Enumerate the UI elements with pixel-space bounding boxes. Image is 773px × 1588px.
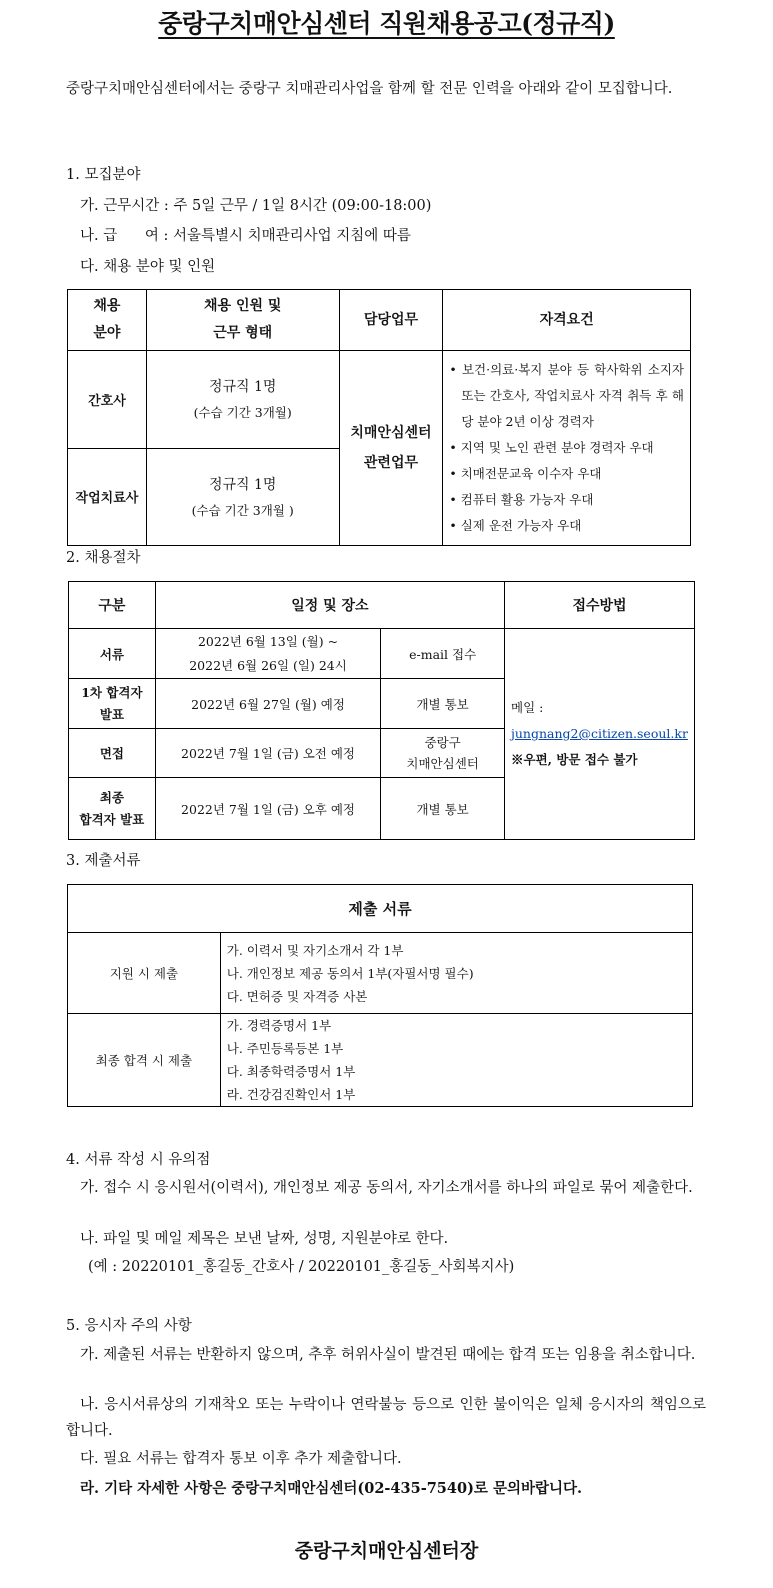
header-duty: 담당업무: [339, 290, 443, 351]
when-final: 최종 합격 시 제출: [68, 1014, 221, 1107]
docs-apply: [220, 933, 692, 1014]
header-schedule: 일정 및 장소: [155, 582, 504, 629]
docs-final: [220, 1014, 692, 1107]
header-method: 접수방법: [505, 582, 695, 629]
section-5-heading: 5. 응시자 주의 사항: [66, 1318, 192, 1334]
section-1-heading: 1. 모집분야: [66, 167, 141, 183]
qualification-item: • 보건·의료·복지 분야 등 학사학위 소지자 또는 간호사, 작업치료사 자격 취득 후 해당 분야 2년 이상 경력자: [449, 362, 684, 429]
doc-item: 가. 경력증명서 1부: [226, 1018, 332, 1033]
mail-note: ※우편, 방문 접수 불가: [511, 752, 638, 767]
page-title: 중랑구치매안심센터 직원채용공고(정규직): [158, 9, 615, 38]
qualification-item: • 지역 및 노인 관련 분야 경력자 우대: [449, 440, 654, 455]
procedure-table: [68, 581, 695, 840]
note-4b: 나. 파일 및 메일 제목은 보낸 날짜, 성명, 지원분야로 한다.: [80, 1231, 449, 1247]
step-first-result: 1차 합격자 발표: [69, 679, 156, 729]
qualification-item: • 실제 운전 가능자 우대: [449, 518, 582, 533]
place-first-result: 개별 통보: [381, 679, 505, 729]
doc-item: 가. 이력서 및 자기소개서 각 1부: [226, 942, 404, 958]
section-2-heading: 2. 채용절차: [66, 550, 141, 566]
place-documents: e-mail 접수: [381, 629, 505, 679]
field-nurse: 간호사: [68, 351, 147, 449]
header-field: 채용 분야: [68, 290, 147, 351]
qualification-item: • 컴퓨터 활용 가능자 우대: [449, 492, 594, 507]
note-4-example: (예 : 20220101_홍길동_간호사 / 20220101_홍길동_사회복지사): [88, 1259, 515, 1275]
step-documents: 서류: [69, 629, 156, 679]
header-step: 구분: [69, 582, 156, 629]
doc-item: 나. 주민등록등본 1부: [226, 1041, 344, 1056]
date-interview: 2022년 7월 1일 (금) 오전 예정: [155, 729, 380, 778]
doc-item: 라. 건강검진확인서 1부: [226, 1087, 356, 1102]
section-4-heading: 4. 서류 작성 시 유의점: [66, 1152, 211, 1168]
mail-link[interactable]: jungnang2@citizen.seoul.kr: [511, 726, 688, 741]
count-ot: 정규직 1명 (수습 기간 3개월 ): [146, 448, 339, 546]
method-cell: [505, 629, 695, 840]
place-final-result: 개별 통보: [381, 778, 505, 840]
note-5d: 라. 기타 자세한 사항은 중랑구치매안심센터(02-435-7540)로 문의바랍니다.: [80, 1480, 583, 1497]
work-hours-line: 가. 근무시간 : 주 5일 근무 / 1일 8시간 (09:00-18:00): [80, 198, 432, 214]
doc-item: 나. 개인정보 제공 동의서 1부(자필서명 필수): [226, 965, 474, 981]
mail-label: 메일 :: [511, 700, 544, 715]
duty-cell: 치매안심센터 관련업무: [339, 351, 443, 546]
note-5a: 가. 제출된 서류는 반환하지 않으며, 추후 허위사실이 발견된 때에는 합격 또는 임용을 취소합니다.: [80, 1347, 696, 1363]
documents-table: [67, 884, 693, 1107]
section-3-heading: 3. 제출서류: [66, 853, 141, 869]
field-ot: 작업치료사: [68, 448, 147, 546]
header-count: 채용 인원 및 근무 형태: [146, 290, 339, 351]
note-4a: 가. 접수 시 응시원서(이력서), 개인정보 제공 동의서, 자기소개서를 하나의 파일로 묶어 제출한다.: [80, 1180, 693, 1196]
footer-signature: 중랑구치매안심센터장: [294, 1540, 479, 1562]
count-nurse: 정규직 1명 (수습 기간 3개월): [146, 351, 339, 449]
salary-line: 나. 급 여 : 서울특별시 치매관리사업 지침에 따름: [80, 228, 411, 244]
step-interview: 면접: [69, 729, 156, 778]
doc-item: 다. 최종학력증명서 1부: [226, 1064, 356, 1079]
header-qualification: 자격요건: [443, 290, 691, 351]
step-final-result: 최종 합격자 발표: [69, 778, 156, 840]
note-5c: 다. 필요 서류는 합격자 통보 이후 추가 제출합니다.: [80, 1451, 402, 1467]
positions-line: 다. 채용 분야 및 인원: [80, 259, 216, 275]
place-interview: 중랑구 치매안심센터: [381, 729, 505, 778]
date-first-result: 2022년 6월 27일 (월) 예정: [155, 679, 380, 729]
doc-item: 다. 면허증 및 자격증 사본: [226, 988, 368, 1004]
recruitment-table: [67, 289, 691, 546]
qualification-cell: [443, 351, 691, 546]
date-documents: 2022년 6월 13일 (월) ~ 2022년 6월 26일 (일) 24시: [155, 629, 380, 679]
header-documents: 제출 서류: [68, 885, 693, 933]
when-apply: 지원 시 제출: [68, 933, 221, 1014]
intro-paragraph: 중랑구치매안심센터에서는 중랑구 치매관리사업을 함께 할 전문 인력을 아래와 같이 모집합니다.: [66, 81, 673, 97]
qualification-item: • 치매전문교육 이수자 우대: [449, 466, 602, 481]
note-5b: 나. 응시서류상의 기재착오 또는 누락이나 연락불능 등으로 인한 불이익은 일체 응시자의 책임으로 합니다.: [66, 1397, 706, 1439]
date-final-result: 2022년 7월 1일 (금) 오후 예정: [155, 778, 380, 840]
